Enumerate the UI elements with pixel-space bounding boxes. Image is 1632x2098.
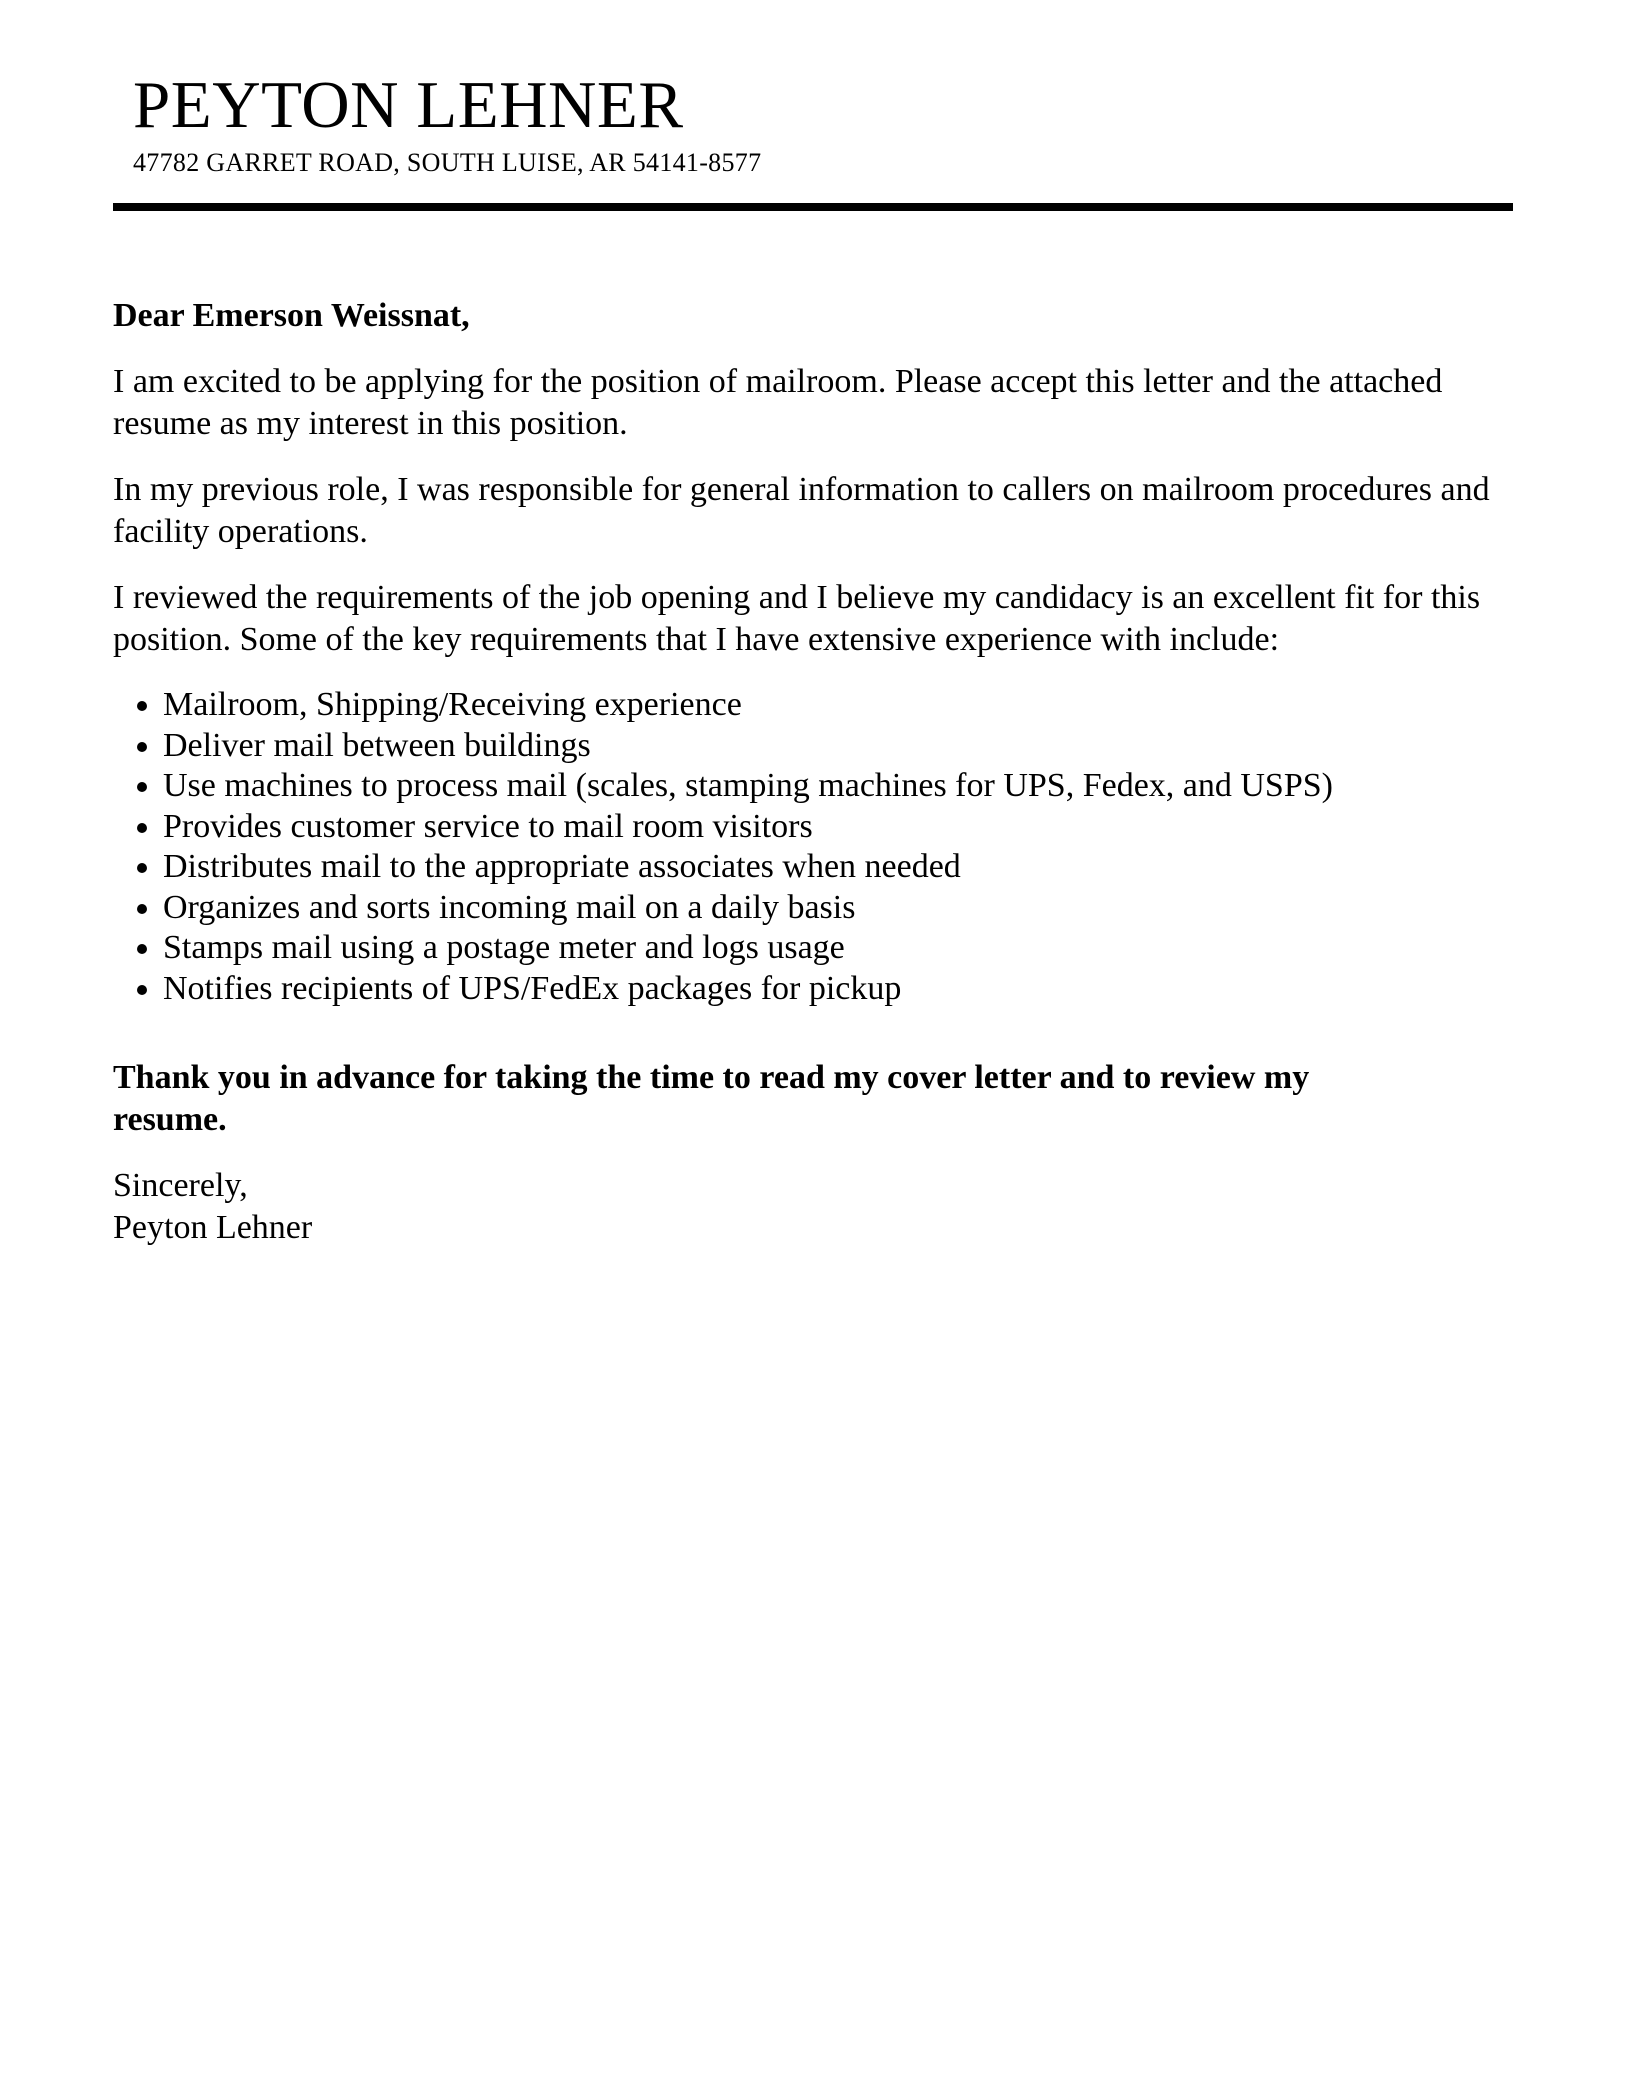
signature-name: Peyton Lehner (113, 1209, 313, 1247)
letter-header (113, 68, 1513, 181)
requirement-item-7: • Stamps mail using a postage meter and logs usage (163, 928, 1513, 969)
requirement-item-4: • Provides customer service to mail room visitors (163, 807, 1513, 848)
paragraph-intro: I am excited to be applying for the position of mailroom. Please accept this letter and the attached resume as my interest in this position. (113, 363, 1443, 443)
sender-name: PEYTON LEHNER (133, 68, 684, 142)
paragraph-requirements-intro: I reviewed the requirements of the job opening and I believe my candidacy is an excellent fit for this position. Some of the key requirements that I have extensive experience with include: (113, 579, 1481, 659)
requirement-item-1: • Mailroom, Shipping/Receiving experience (163, 685, 1513, 726)
sender-address: 47782 GARRET ROAD, SOUTH LUISE, AR 54141-8577 (133, 148, 762, 177)
requirement-item-2: • Deliver mail between buildings (163, 726, 1513, 767)
salutation: Dear Emerson Weissnat, (113, 297, 470, 335)
header-divider (113, 203, 1513, 211)
requirement-item-5: • Distributes mail to the appropriate associates when needed (163, 847, 1513, 888)
requirements-list (113, 685, 1513, 1009)
requirement-item-6: • Organizes and sorts incoming mail on a daily basis (163, 888, 1513, 929)
closing-statement: Thank you in advance for taking the time to read my cover letter and to review my resume. (113, 1059, 1310, 1139)
requirement-item-3: • Use machines to process mail (scales, stamping machines for UPS, Fedex, and USPS) (163, 766, 1513, 807)
letter-body (113, 295, 1513, 1249)
requirement-item-8: • Notifies recipients of UPS/FedEx packages for pickup (163, 969, 1513, 1010)
signature-block (113, 1165, 1513, 1249)
signoff: Sincerely, (113, 1167, 248, 1205)
paragraph-previous-role: In my previous role, I was responsible for general information to callers on mailroom procedures and facility operations. (113, 471, 1490, 551)
